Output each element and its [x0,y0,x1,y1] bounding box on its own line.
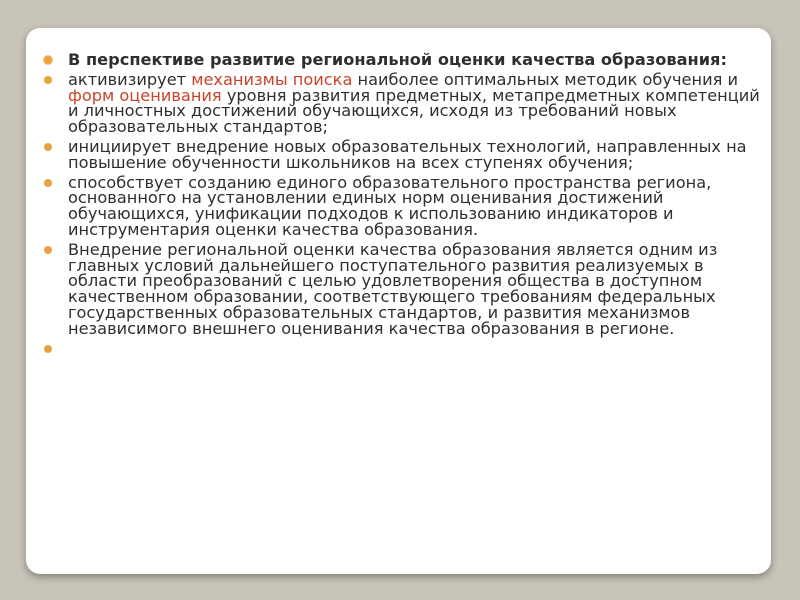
item-text: Внедрение региональной оценки качества образования является одним из главных условий дальнейшего поступательного развития реализуемых в области преобразований с целью удовлетворения общества в доступном качественном образовании, соответствующего требованиям федеральных государственных образовательных стандартов, и развития механизмов независимого внешнего оценивания качества образования в регионе. [68,239,718,338]
list-item [44,136,764,172]
item-text: активизирует [68,69,192,89]
bullet-icon [44,179,52,187]
heading-text: В перспективе развитие региональной оценки качества образования: [68,50,727,69]
highlight-text: форм оценивания [68,85,222,105]
item-text: наиболее оптимальных методик обучения и [352,69,739,89]
bullet-icon [44,345,52,353]
bullet-icon [44,143,52,151]
bullet-icon [44,246,52,254]
item-text: уровня развития предметных, метапредметных компетенций и личностных достижений обучающихся, исходя из требований новых образовательных стандартов; [68,85,760,137]
list-item [44,69,764,137]
highlight-text: механизмы поиска [191,69,353,89]
list-item [44,52,764,68]
item-text: инициирует внедрение новых образовательных технологий, направленных на повышение обученности школьников на всех ступенях обучения; [68,136,747,172]
empty-list-item [44,341,764,357]
bullet-icon [44,56,52,64]
list-item [44,172,764,239]
item-text: способствует созданию единого образовательного пространства региона, основанного на установлении единых норм оценивания достижений обучающихся, унификации подходов к использованию индикаторов и инструментария оценки качества образования. [68,172,712,239]
list-item [44,239,764,338]
bullet-icon [44,76,52,84]
bullet-list [44,52,764,357]
